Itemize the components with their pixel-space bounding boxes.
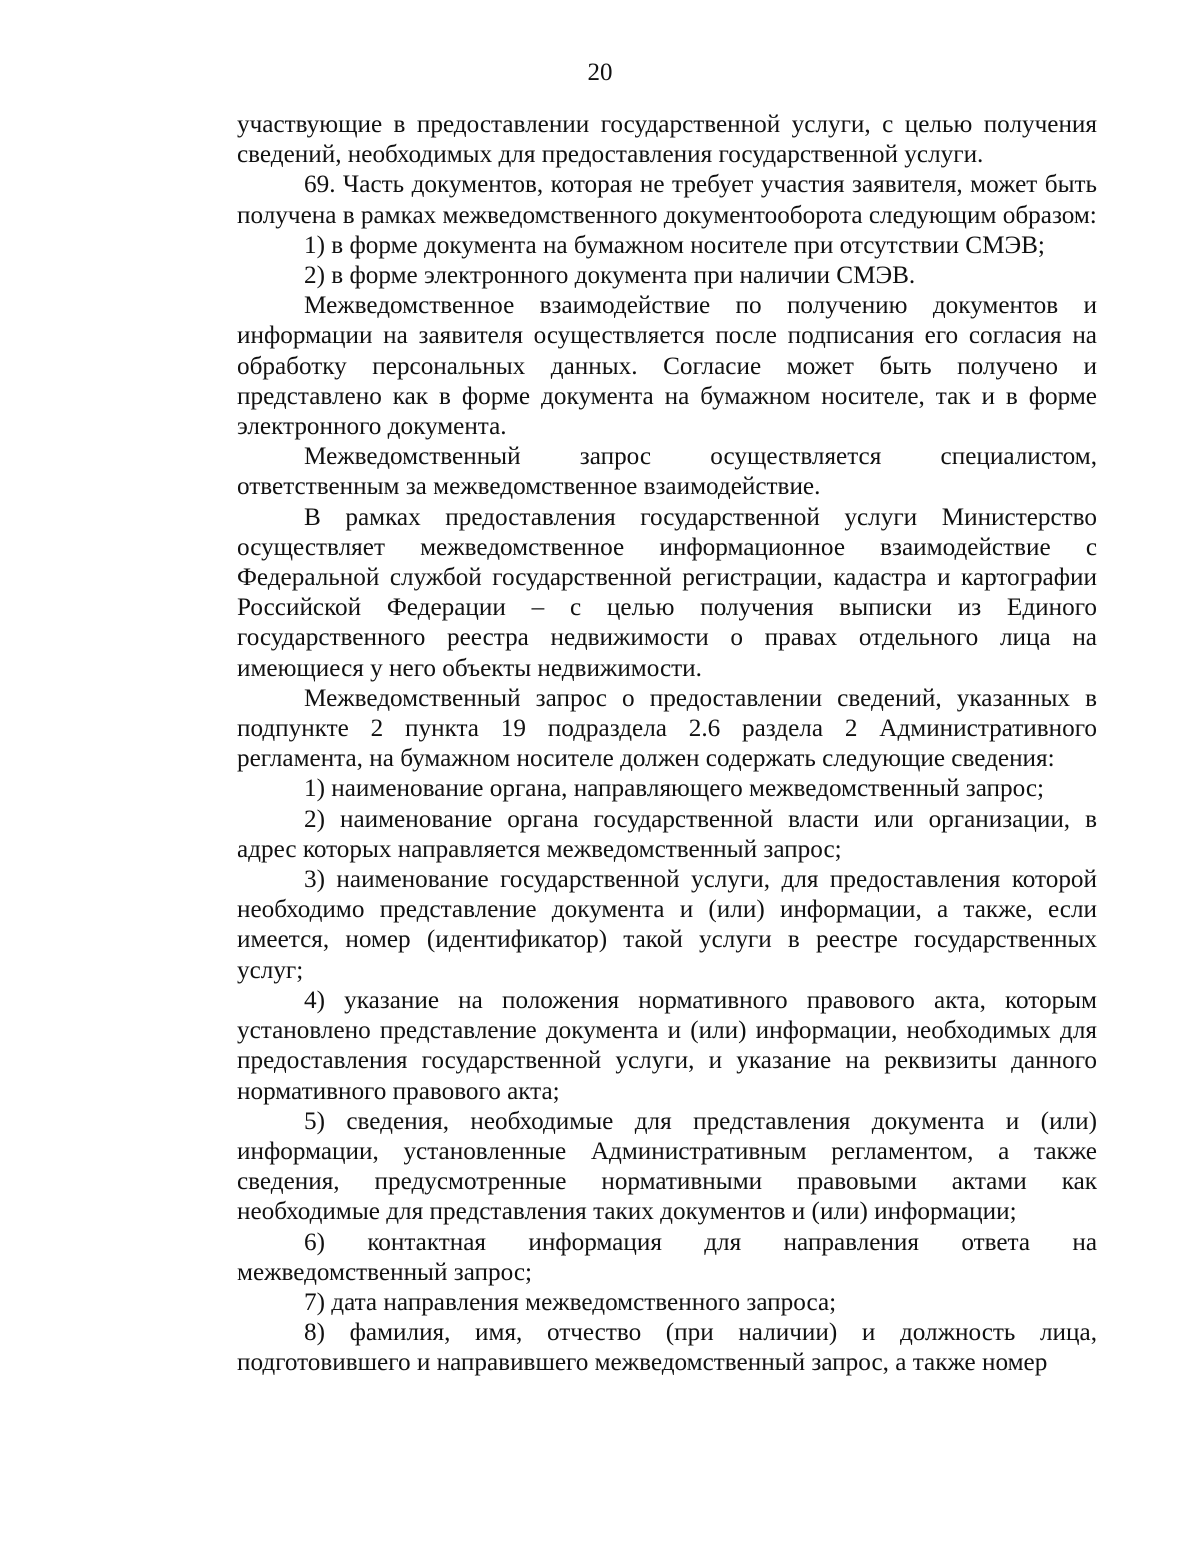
list-item: 1) наименование органа, направляющего межведомственный запрос; [304, 775, 1045, 803]
paragraph-item-69: 69. Часть документов, которая не требует участия заявителя, может быть получена в рамках межведомственного документооборота следующим образом: [237, 171, 1097, 229]
list-item: 8) фамилия, имя, отчество (при наличии) и должность лица, подготовившего и направившего межведомственный запрос, а также номер [237, 1319, 1097, 1377]
page-number: 20 [587, 59, 613, 86]
paragraph: В рамках предоставления государственной услуги Министерство осуществляет межведомственное информационное взаимодействие с Федеральной службой государственной регистрации, кадастра и картографии Российской Федерации – с целью получения выписки из Единого государственного реестра недвижимости о правах отдельного лица на имеющиеся у него объекты недвижимости. [237, 503, 1097, 682]
document-body [237, 110, 1097, 1379]
list-item: 2) в форме электронного документа при наличии СМЭВ. [304, 262, 916, 290]
paragraph-continuation: участвующие в предоставлении государственной услуги, с целью получения сведений, необходимых для предоставления государственной услуги. [237, 111, 1097, 169]
paragraph: Межведомственное взаимодействие по получению документов и информации на заявителя осуществляется после подписания его согласия на обработку персональных данных. Согласие может быть получено и представлено как в форме документа на бумажном носителе, так и в форме электронного документа. [237, 292, 1097, 441]
list-item: 3) наименование государственной услуги, для предоставления которой необходимо представление документа и (или) информации, а также, если имеется, номер (идентификатор) такой услуги в реестре государственных услуг; [237, 866, 1097, 984]
paragraph: Межведомственный запрос осуществляется специалистом, ответственным за межведомственное взаимодействие. [237, 443, 1097, 501]
list-item: 7) дата направления межведомственного запроса; [304, 1288, 837, 1316]
list-item: 4) указание на положения нормативного правового акта, которым установлено представление документа и (или) информации, необходимых для предоставления государственной услуги, и указание на реквизиты данного нормативного правового акта; [237, 986, 1097, 1105]
list-item: 5) сведения, необходимые для представления документа и (или) информации, установленные Административным регламентом, а также сведения, предусмотренные нормативными правовыми актами как необходимые для представления таких документов и (или) информации; [237, 1107, 1097, 1226]
paragraph: Межведомственный запрос о предоставлении сведений, указанных в подпункте 2 пункта 19 подраздела 2.6 раздела 2 Административного регламента, на бумажном носителе должен содержать следующие сведения: [237, 684, 1097, 773]
list-item: 1) в форме документа на бумажном носителе при отсутствии СМЭВ; [304, 231, 1045, 259]
list-item: 6) контактная информация для направления ответа на межведомственный запрос; [237, 1228, 1097, 1286]
list-item: 2) наименование органа государственной власти или организации, в адрес которых направляется межведомственный запрос; [237, 805, 1097, 863]
